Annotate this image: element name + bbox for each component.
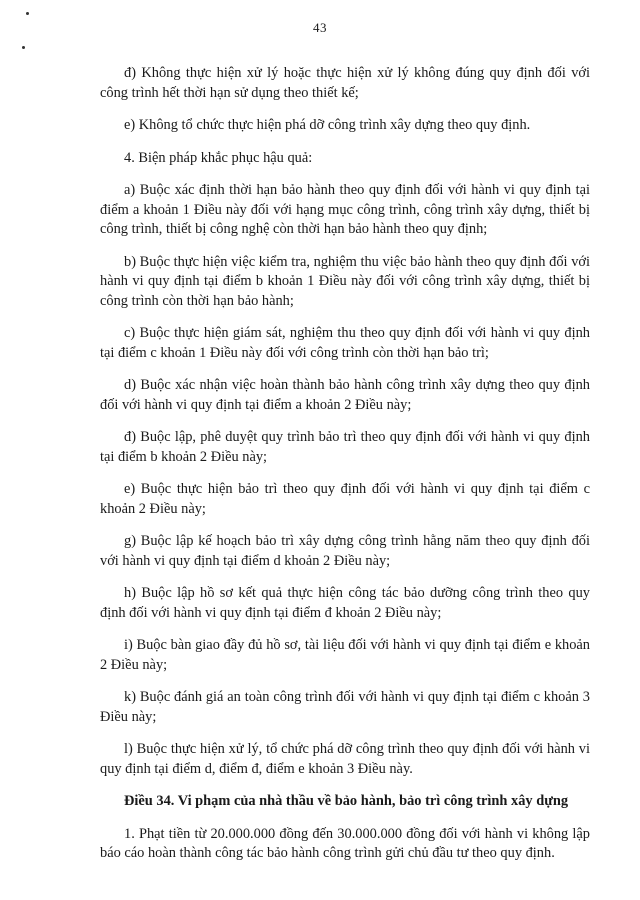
paragraph: c) Buộc thực hiện giám sát, nghiệm thu theo quy định đối với hành vi quy định tại điểm c khoản 1 Điều này đối với công trình còn thời hạn bảo trì; — [100, 325, 590, 361]
document-body — [100, 64, 590, 877]
paragraph: đ) Buộc lập, phê duyệt quy trình bảo trì theo quy định đối với hành vi quy định tại điểm b khoản 2 Điều này; — [100, 429, 590, 465]
paragraph: 4. Biện pháp khắc phục hậu quả: — [124, 149, 313, 166]
paragraph: đ) Không thực hiện xử lý hoặc thực hiện xử lý không đúng quy định đối với công trình hết thời hạn sử dụng theo thiết kế; — [100, 65, 590, 101]
paragraph: e) Không tổ chức thực hiện phá dỡ công trình xây dựng theo quy định. — [124, 117, 531, 133]
article-heading: Điều 34. Vi phạm của nhà thầu về bảo hành, bảo trì công trình xây dựng — [124, 793, 569, 809]
paragraph: g) Buộc lập kế hoạch bảo trì xây dựng công trình hằng năm theo quy định đối với hành vi quy định tại điểm d khoản 2 Điều này; — [100, 533, 590, 569]
paragraph: h) Buộc lập hồ sơ kết quả thực hiện công tác bảo dưỡng công trình theo quy định đối với hành vi quy định tại điểm đ khoản 2 Điều này; — [100, 585, 590, 621]
scan-mark — [22, 46, 25, 49]
paragraph: i) Buộc bàn giao đầy đủ hồ sơ, tài liệu đối với hành vi quy định tại điểm e khoản 2 Điều này; — [100, 637, 590, 673]
paragraph: 1. Phạt tiền từ 20.000.000 đồng đến 30.000.000 đồng đối với hành vi không lập báo cáo hoàn thành công tác bảo hành công trình gửi chủ đầu tư theo quy định. — [100, 825, 590, 861]
page-number: 43 — [313, 20, 327, 35]
paragraph: e) Buộc thực hiện bảo trì theo quy định đối với hành vi quy định tại điểm c khoản 2 Điều này; — [100, 481, 590, 517]
paragraph: l) Buộc thực hiện xử lý, tổ chức phá dỡ công trình theo quy định đối với hành vi quy định tại điểm d, điểm đ, điểm e khoản 3 Điều này. — [100, 741, 590, 777]
paragraph: k) Buộc đánh giá an toàn công trình đối với hành vi quy định tại điểm c khoản 3 Điều này; — [100, 689, 590, 725]
paragraph: b) Buộc thực hiện việc kiểm tra, nghiệm thu việc bảo hành theo quy định đối với hành vi quy định tại điểm b khoản 1 Điều này đối với công trình xây dựng, thiết bị công trình còn thời hạn bảo hành; — [100, 253, 590, 309]
scan-mark — [26, 12, 29, 15]
paragraph: d) Buộc xác nhận việc hoàn thành bảo hành công trình xây dựng theo quy định đối với hành vi quy định tại điểm a khoản 2 Điều này; — [100, 377, 590, 413]
paragraph: a) Buộc xác định thời hạn bảo hành theo quy định đối với hành vi quy định tại điểm a khoản 1 Điều này đối với hạng mục công trình, công trình xây dựng, thiết bị công trình, thiết bị công nghệ còn thời hạn bảo hành theo quy định; — [100, 182, 590, 237]
